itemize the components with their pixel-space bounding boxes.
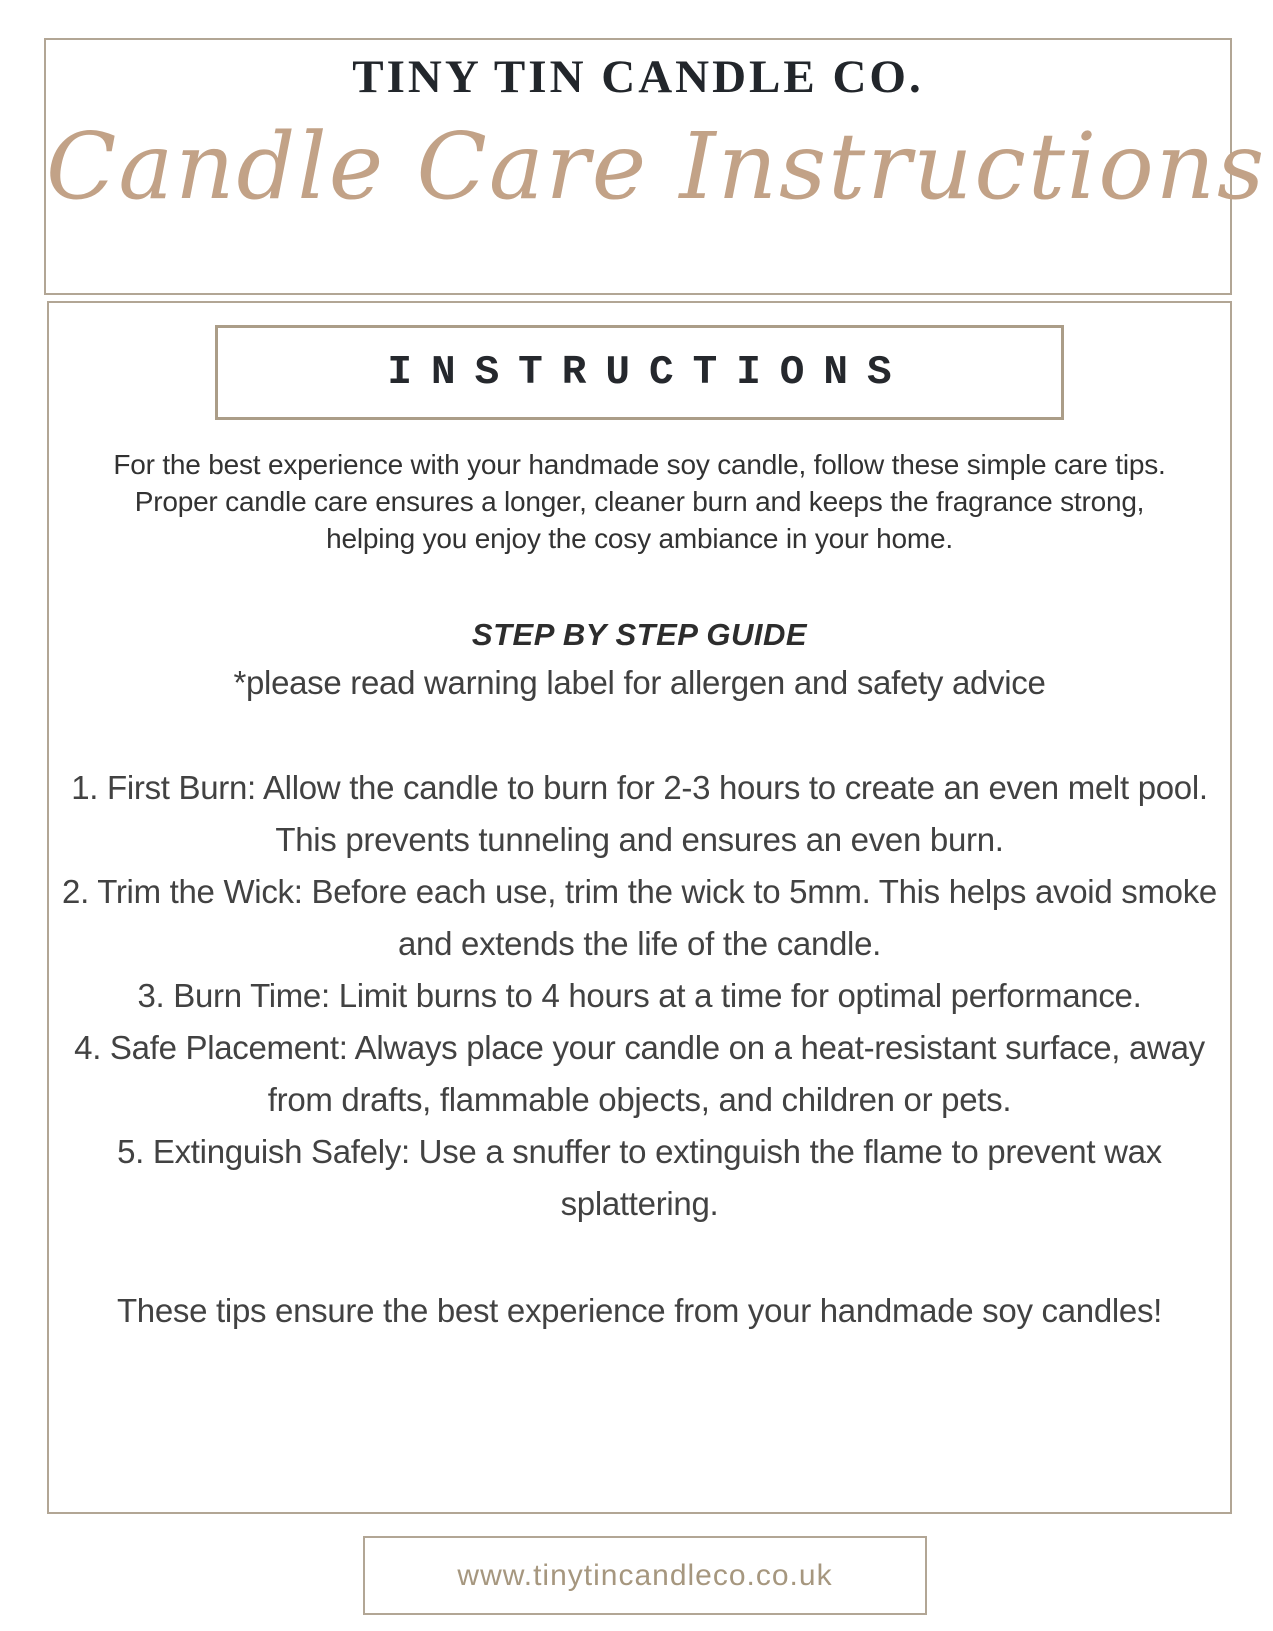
header [44,38,1267,295]
script-title: Candle Care Instructions [46,113,1267,220]
step-item-2: 2. Trim the Wick: Before each use, trim the wick to 5mm. This helps avoid smoke and extends the life of the candle. [62,873,1217,962]
closing-note: These tips ensure the best experience from your handmade soy candles! [116,1292,1163,1329]
step-item-3: 3. Burn Time: Limit burns to 4 hours at a time for optimal performance. [137,977,1142,1014]
brand-title: TINY TIN CANDLE CO. [352,51,924,103]
intro-paragraph: For the best experience with your handmade soy candle, follow these simple care tips. Proper candle care ensures a longer, cleaner burn and keeps the fragrance strong, helping you enjoy the cosy ambiance in your home. [113,449,1166,554]
step-item-4: 4. Safe Placement: Always place your candle on a heat-resistant surface, away from drafts, flammable objects, and children or pets. [74,1029,1205,1118]
guide-heading: STEP BY STEP GUIDE [471,617,808,652]
step-item-1: 1. First Burn: Allow the candle to burn for 2-3 hours to create an even melt pool. This prevents tunneling and ensures an even burn. [71,769,1208,858]
website-url: www.tinytincandleco.co.uk [457,1558,833,1592]
content [47,301,1232,1514]
warning-note: *please read warning label for allergen and safety advice [233,664,1046,701]
step-item-5: 5. Extinguish Safely: Use a snuffer to extinguish the flame to prevent wax splattering. [117,1133,1162,1222]
instructions-box [215,325,1064,420]
instructions-label: INSTRUCTIONS [387,349,911,396]
footer-website-box [363,1536,927,1615]
steps-list [61,762,1219,1230]
